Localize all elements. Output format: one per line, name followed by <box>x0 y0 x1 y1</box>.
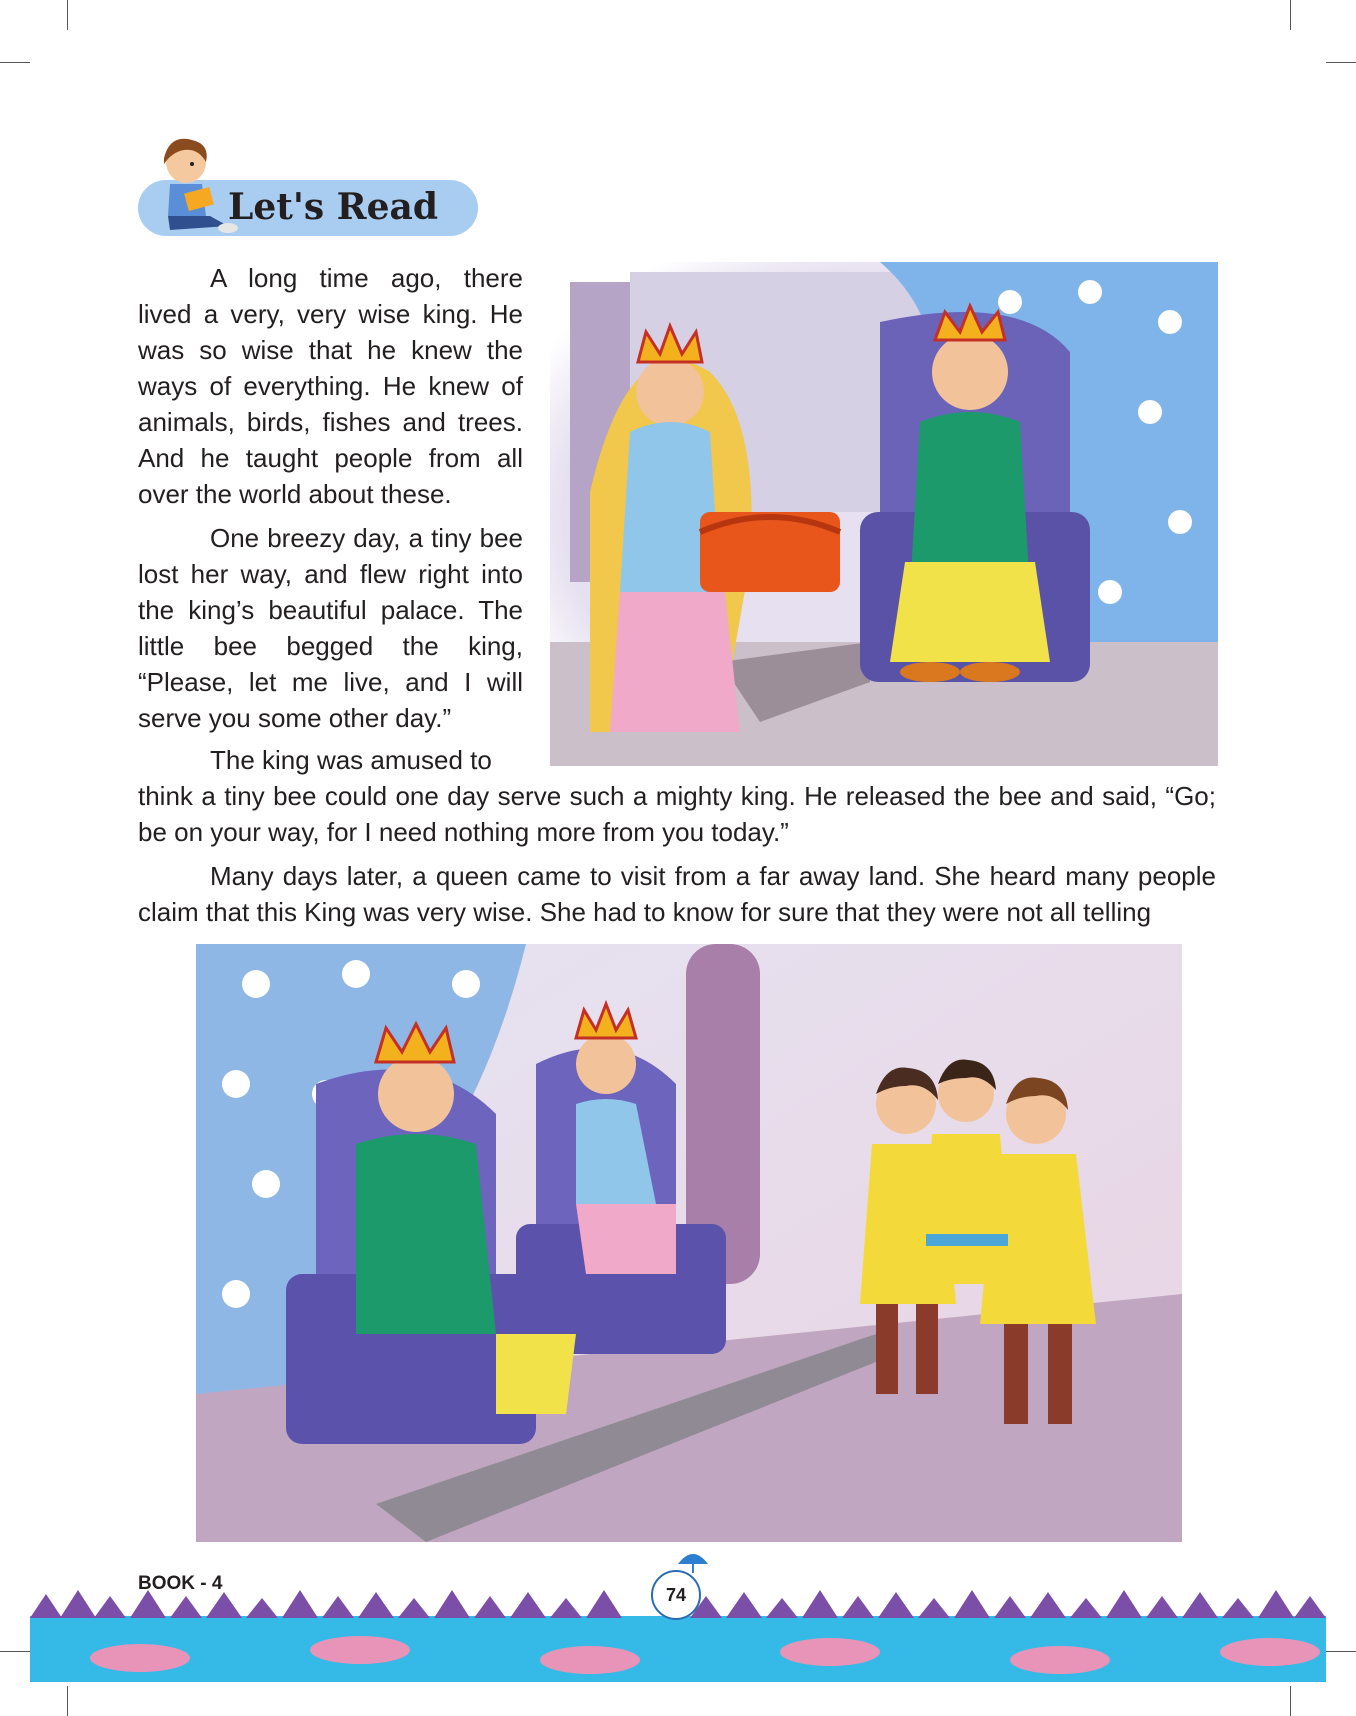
crop-mark-top-left-h <box>0 62 30 63</box>
story-paragraph-1: A long time ago, there lived a very, very wise king. He was so wise that he knew the ways of everything. He knew of animals, birds, fishes and trees. And he taught people from all over the world about these. <box>138 263 523 509</box>
section-heading: Let's Read <box>228 186 438 228</box>
story-paragraph-3-start: The king was amused to <box>210 745 492 775</box>
crop-mark-bottom-right <box>1290 1686 1291 1716</box>
crop-mark-bottom-right-h <box>1326 1651 1356 1652</box>
crop-mark-top-right-h <box>1326 62 1356 63</box>
crop-mark-top-right <box>1290 0 1291 30</box>
story-paragraph-3-rest: think a tiny bee could one day serve such a mighty king. He released the bee and said, “Go; be on your way, for I need nothing more from you today.” <box>138 781 1216 847</box>
book-label: BOOK - 4 <box>138 1573 223 1594</box>
illustration-court-scene <box>196 944 1182 1542</box>
page-number: 74 <box>651 1570 701 1620</box>
crop-mark-top-left <box>67 0 68 30</box>
crop-mark-bottom-left <box>67 1686 68 1716</box>
crop-mark-bottom-left-h <box>0 1651 30 1652</box>
story-paragraph-4: Many days later, a queen came to visit from a far away land. She heard many people claim that this King was very wise. She had to know for sure that they were not all telling <box>138 861 1216 927</box>
illustration-queen-gift-king <box>550 262 1218 766</box>
story-paragraph-2: One breezy day, a tiny bee lost her way, and flew right into the king’s beautiful palace. The little bee begged the king, “Please, let me live, and I will serve you some other day.” <box>138 523 523 733</box>
reading-boy-icon <box>140 134 240 234</box>
